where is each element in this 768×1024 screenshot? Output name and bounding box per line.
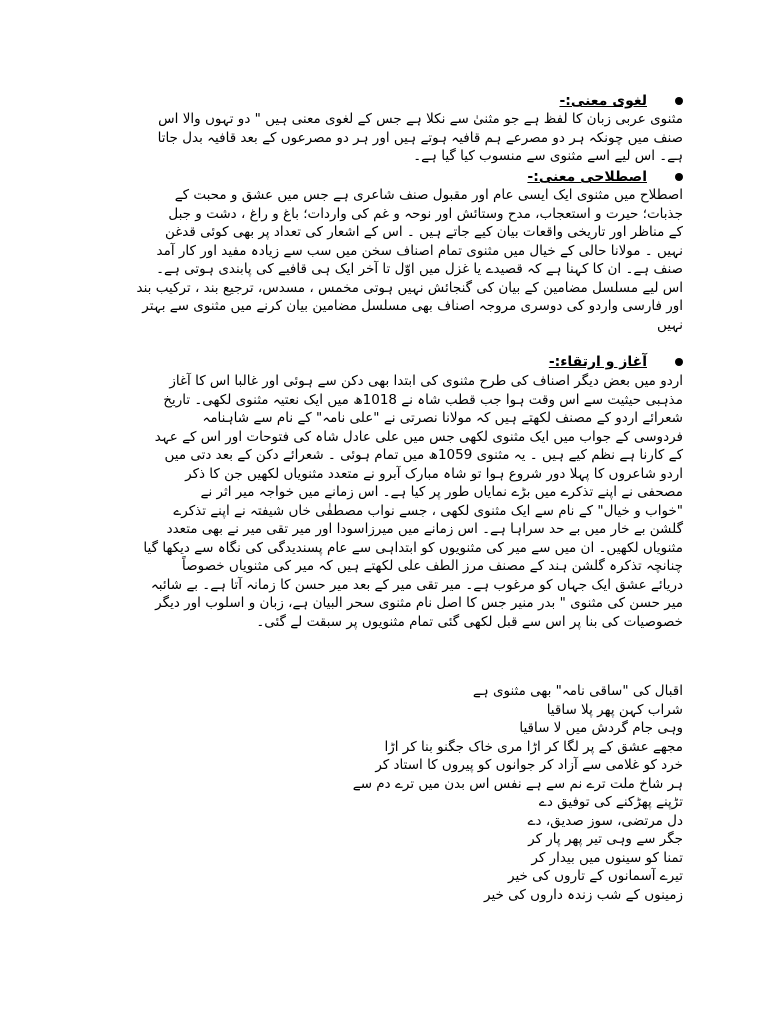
section-lughavi-body	[158, 110, 683, 166]
paragraph-line: اس لیے مسلسل مضامین کے بیان کی گنجائش نہیں ہوتی مخمس ، مسدس، ترجیع بند ، ترکیب بند	[136, 279, 683, 296]
paragraph-line: دریائے عشق ایک جہاں کو مرغوب ہے۔ میر تقی میر کے بعد میر حسن کا زمانہ آتا ہے۔ بے شائبہ	[150, 576, 683, 593]
paragraph-line: ہے۔ اس لیے اسے مثنوی سے منسوب کیا گیا ہے۔	[413, 148, 683, 164]
poem-line: وہی جام گردش میں لا ساقیا	[519, 720, 683, 736]
poem-line: اقبال کی "ساقی نامہ" بھی مثنوی ہے	[472, 683, 683, 699]
poem-line: تڑپنے پھڑکنے کی توفیق دے	[538, 794, 683, 810]
paragraph-line: میر حسن کی مثنوی " بدر منیر جس کا اصل نام مثنوی سحر البیان ہے، زبان و اسلوب اور دیگر	[155, 595, 683, 611]
section-lughavi-heading	[560, 92, 684, 110]
poem-line: زمینوں کے شب زندہ داروں کی خیر	[484, 886, 683, 903]
heading-text: آغاز و ارتقاء:-	[548, 354, 647, 370]
poem-block	[353, 682, 683, 904]
paragraph-line: کے مناظر اور تاریخی واقعات بیان کیے جاتے ہیں ۔ اس کے اشعار کی تعداد پر بھی کوئی قدغن	[164, 224, 683, 240]
paragraph-line: "خواب و خیال" کے نام سے ایک مثنوی لکھی ، جسے نواب مصطفٰی خاں شیفتہ نے اپنے تذکرے	[173, 502, 683, 519]
paragraph-line: صنف میں چونکہ ہر دو مصرعے ہم قافیہ ہوتے ہیں اور ہر دو مصرعوں کے بعد قافیہ بدل جاتا	[157, 129, 683, 146]
paragraph-line: خصوصیات کی بنا پر اس سے قبل لکھی گئی تمام مثنویوں پر سبقت لے گئی۔	[256, 613, 683, 630]
bullet-icon	[675, 97, 683, 105]
section-istilahi-heading	[527, 168, 683, 186]
paragraph-line: چنانچہ تذکرہ گلشن ہند کے مصنف مرز الطف علی لکھتے ہیں کہ میر کی مثنویاں خصوصاً	[182, 558, 683, 574]
section-heading	[527, 168, 683, 186]
paragraph-line: نہیں	[656, 316, 683, 333]
poem-line: جگر سے وہی تیر پھر پار کر	[528, 831, 683, 847]
paragraph-line: فردوسی کے جواب میں ایک مثنوی لکھی جس میں علی عادل شاہ کی فتوحات اور اس کے عہد	[154, 428, 683, 445]
section-heading	[560, 92, 684, 110]
section-heading	[549, 353, 683, 371]
paragraph-line: مصحفی نے اپنے تذکرے میں بڑے نمایاں طور پر کیا ہے۔ اس زمانے میں خواجہ میر اثر نے	[200, 484, 683, 500]
poem-line: ہر شاخ ملت ترے نم سے ہے نفس اس بدن میں ترے دم سے	[352, 775, 683, 792]
paragraph-line: اور فارسی واردو کی دوسری مروجہ اصناف بھی مسلسل مضامین بیان کرنے میں مثنوی سے بہتر	[142, 298, 683, 314]
poem-line: شراب کہن پھر پلا ساقیا	[546, 701, 683, 718]
poem-line: خرد کو غلامی سے آزاد کر جوانوں کو پیروں کا استاد کر	[375, 757, 683, 773]
poem-line: تمنا کو سینوں میں بیدار کر	[531, 849, 683, 866]
poem-line: تیرے آسمانوں کے تاروں کی خیر	[508, 868, 683, 884]
section-aghaz-body	[143, 372, 683, 631]
paragraph-line: اصطلاح میں مثنوی ایک ایسی عام اور مقبول صنف شاعری ہے جس میں عشق و محبت کے	[174, 187, 683, 203]
bullet-icon	[675, 173, 683, 181]
poem-line: دل مرتضی، سوز صدیق، دے	[527, 812, 683, 829]
paragraph-line: مثنویاں لکھیں۔ ان میں سے میر کی مثنویوں کو ابتداہی سے عام پسندیدگی کی نگاہ سے دیکھا گیا	[143, 539, 683, 556]
paragraph-line: مثنوی عربی زبان کا لفظ ہے جو مثنیٰ سے نکلا ہے جس کے لغوی معنی ہیں " دو تہوں والا اس	[158, 111, 683, 127]
poem-line: مجھے عشق کے پر لگا کر اڑا مری خاک جگنو بنا کر اڑا	[384, 738, 683, 755]
heading-text: لغوی معنی:-	[559, 93, 647, 109]
paragraph-line: اردو میں بعض دیگر اصناف کی طرح مثنوی کی ابتدا بھی دکن سے ہوئی اور غالبا اس کا آغاز	[169, 373, 683, 389]
heading-text: اصطلاحی معنی:-	[527, 169, 647, 185]
paragraph-line: صنف ہے۔ ان کا کہنا ہے کہ قصیدے یا غزل میں اوّل تا آخر ایک ہی قافیے کی پابندی ہوتی ہے۔	[156, 261, 683, 277]
paragraph-line: شعرائے اردو کے مصنف لکھتے ہیں کہ مولانا نصرتی نے "علی نامہ" کے نام سے شاہنامہ	[202, 410, 683, 426]
paragraph-line: اردو شاعروں کا پہلا دور شروع ہوا تو شاہ مبارک آبرو نے متعدد مثنویاں لکھیں جن کا ذکر	[185, 465, 683, 482]
paragraph-line: گلشن بے خار میں بے حد سراہا ہے۔ اس زمانے میں میرزاسودا اور میر تقی میر نے بھی متعدد	[166, 521, 683, 537]
paragraph-line: جذبات؛ حیرت و استعجاب، مدح وستائش اور نوحہ و غم کی واردات؛ باغ و راغ ، دشت و جبل	[168, 205, 683, 222]
bullet-icon	[675, 358, 683, 366]
section-aghaz-heading	[549, 353, 683, 371]
paragraph-line: کے کارنا ہے نظم کیے ہیں ۔ یہ مثنوی 1059ھ میں تمام ہوئی ۔ شعرائے دکن کے بعد دتی میں	[164, 447, 683, 463]
section-istilahi-body	[137, 186, 684, 334]
paragraph-line: نہیں ۔ مولانا حالی کے خیال میں مثنوی تمام اصناف سخن میں سب سے زیادہ مفید اور کار آمد	[156, 242, 683, 259]
paragraph-line: مذہبی حیثیت سے اس وقت ہوا جب قطب شاہ نے 1018ھ میں ایک نعتیہ مثنوی لکھی۔ تاریخ	[163, 391, 683, 408]
